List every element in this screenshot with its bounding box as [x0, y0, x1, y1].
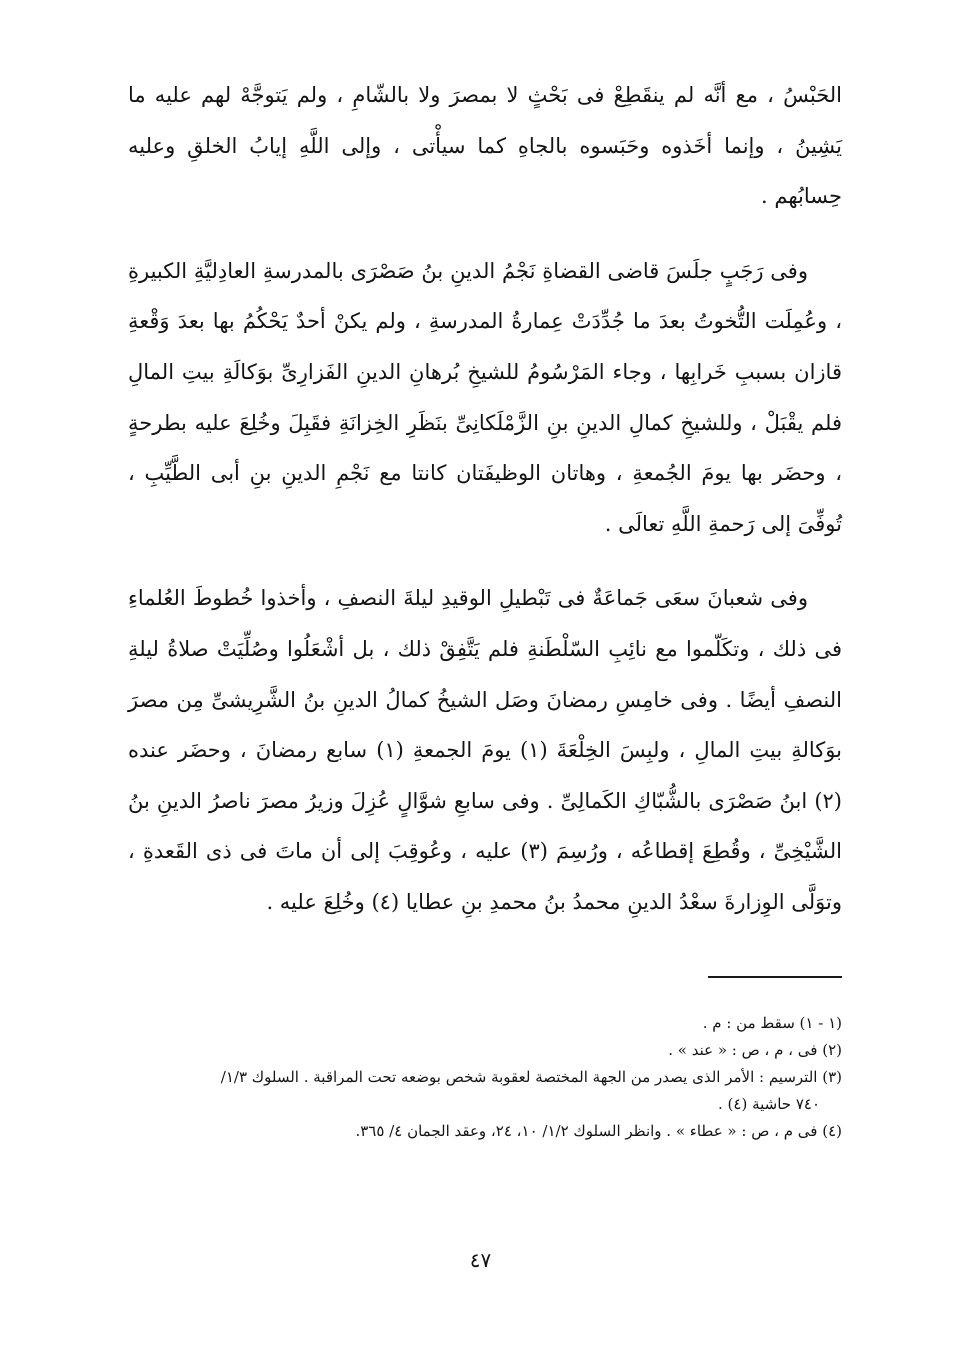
footnote-3-continuation: ٧٤٠ حاشية (٤) .: [718, 1095, 820, 1113]
paragraph-3: وفى شعبانَ سعَى جَماعَةٌ فى تَبْطيلِ الوقيدِ ليلةَ النصفِ ، وأخذوا خُطوطَ العُلماءِ فى ذلك ، وتكَلّموا مع نائِبِ السّلْطَنةِ فلم يَتَّفِقْ ذلك ، بل أشْعَلُوا وصُلِّيَتْ صلاةُ ليلةِ النصفِ أيضًا . وفى خامِسِ رمضانَ وصَل الشيخُ كمالُ الدينِ بنُ الشَّرِيشىِّ مِن مصرَ بوَكالةِ بيتِ المالِ ، ولبِسَ الخِلْعَةَ (١) يومَ الجمعةِ (١) سابع رمضانَ ، وحضَر عنده (٢) ابنُ صَصْرَى بالشُّبّاكِ الكَمالِىِّ . وفى سابعِ شوَّالٍ عُزِلَ وزيرُ مصرَ ناصرُ الدينِ بنُ الشَّيْخِىِّ ، وقُطِعَ إقطاعُه ، ورُسِمَ (٣) عليه ، وعُوقِبَ إلى أن ماتَ فى ذى القَعدةِ ، وتوَلَّى الوِزارةَ سعْدُ الدينِ محمدُ بنُ محمدِ بنِ عطايا (٤) وخُلِعَ عليه .: [128, 586, 843, 914]
page-number: ٤٧: [469, 1248, 492, 1272]
paragraph-1: الحَبْسُ ، مع أنَّه لم ينقَطِعْ فى بَحْثٍ لا بمصرَ ولا بالشّامِ ، ولم يَتوجَّهْ لهم عليه ما يَشِينُ ، وإنما أخَذوه وحَبَسوه بالجاهِ كما سيأْتى ، وإلى اللَّهِ إيابُ الخلقِ وعليه حِسابُهم .: [128, 83, 842, 209]
footnote-4: (٤) فى م ، ص : « عطاء » . وانظر السلوك ١/٢/ ١٠، ٢٤، وعقد الجمان ٤/ ٣٦٥.: [355, 1122, 842, 1140]
footnote-1: (١ - ١) سقط من : م .: [702, 1014, 842, 1032]
paragraph-2: وفى رَجَبٍ جلَسَ قاضى القضاةِ نَجْمُ الدينِ بنُ صَصْرَى بالمدرسةِ العادِليَّةِ الكبيرةِ ، وعُمِلَت التُّخوتُ بعدَ ما جُدِّدَتْ عِمارةُ المدرسةِ ، ولم يكنْ أحدٌ يَحْكُمُ بها بعدَ وَقْعةِ قازان بسببِ خَرابِها ، وجاء المَرْسُومُ للشيخِ بُرهانِ الدينِ الفَزارِىِّ بوَكالَةِ بيتِ المالِ فلم يقْبَلْ ، وللشيخِ كمالِ الدينِ بنِ الزَّمْلَكانِىِّ بنَظَرِ الخِزانَةِ فقَبِلَ وخُلِعَ عليه بطرحةٍ ، وحضَر بها يومَ الجُمعةِ ، وهاتان الوظيفَتان كانتا مع نَجْمِ الدينِ بنِ أبى الطَّيِّبِ ، تُوفِّىَ إلى رَحمةِ اللَّهِ تعالَى .: [128, 258, 842, 536]
main-text: [128, 70, 842, 952]
footnote-separator: [708, 976, 842, 978]
footnotes: [200, 1010, 842, 1145]
footnote-2: (٢) فى ، م ، ص : « عند » .: [668, 1041, 842, 1059]
footnote-3: (٣) الترسيم : الأمر الذى يصدر من الجهة المختصة لعقوبة شخص بوضعه تحت المراقبة . السلوك ١/٣/: [220, 1068, 842, 1086]
